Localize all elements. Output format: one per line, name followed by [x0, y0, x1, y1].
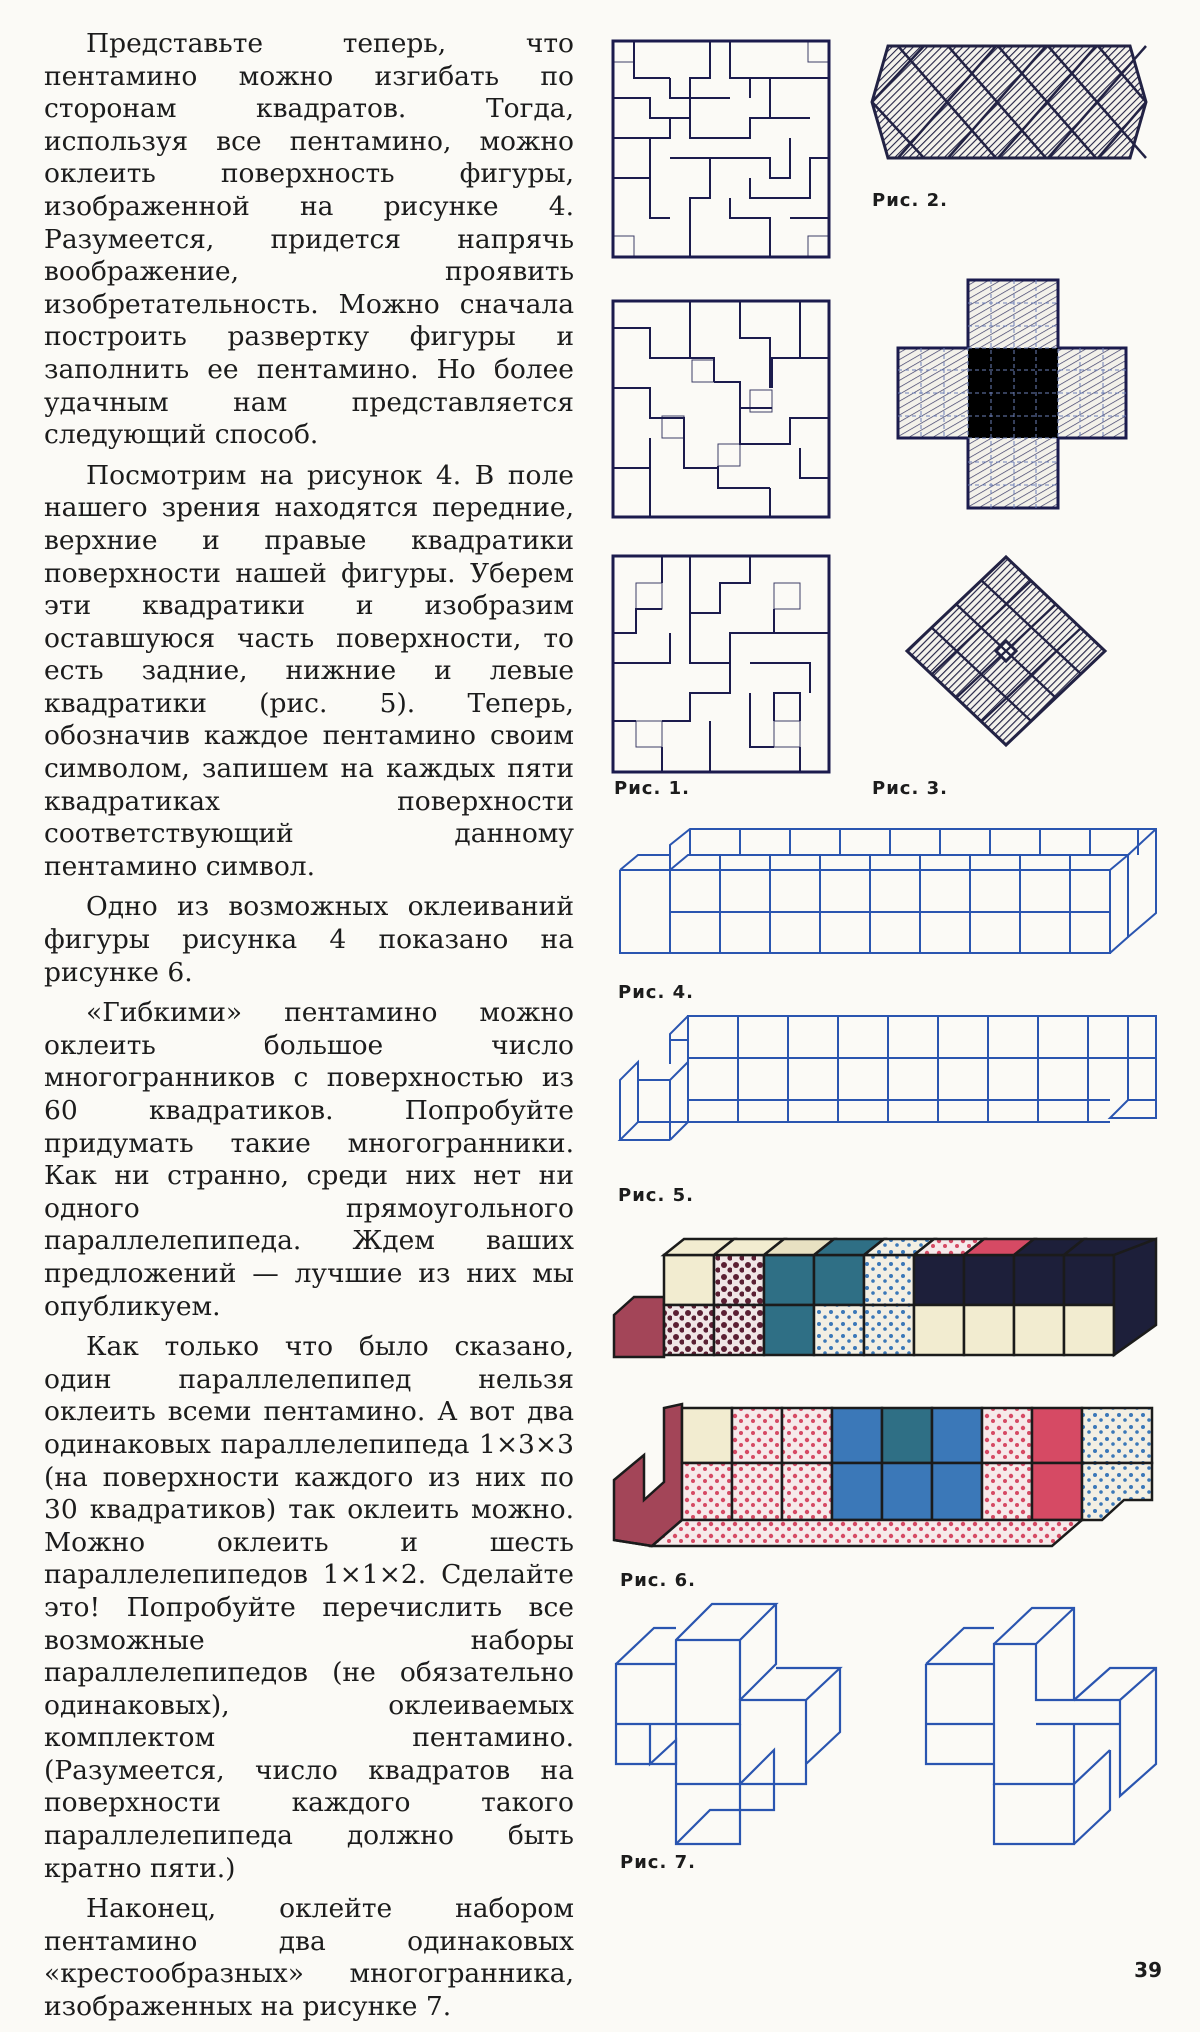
figure-2-lattice	[868, 42, 1150, 162]
figure-6-colored-box-top	[612, 1225, 1158, 1361]
figure-4-box[interactable]	[618, 825, 1158, 957]
figure-7-caption: Рис. 7.	[620, 1852, 696, 1873]
figure-3-caption: Рис. 3.	[872, 778, 948, 799]
paragraph-6: Наконец, оклейте набором пентамино два одинаковых «крестообразных» многогранника, изображенных на рисунке 7.	[44, 1893, 574, 2023]
figure-1-caption: Рис. 1.	[614, 778, 690, 799]
figure-1-bottom-grid	[610, 553, 832, 775]
figure-5-caption: Рис. 5.	[618, 1185, 694, 1206]
figure-7-cross-left[interactable]	[614, 1600, 876, 1846]
paragraph-3: Одно из возможных оклеиваний фигуры рисунка 4 показано на рисунке 6.	[44, 891, 574, 988]
figure-1-top-grid	[610, 38, 832, 260]
paragraph-1: Представьте теперь, что пентамино можно изгибать по сторонам квадратов. Тогда, используя все пентамино, можно оклеить поверхность фигуры, изображенной на рисунке 4. Разумеется, придется напрячь воображение, проявить изобретательность. Можно сначала построить развертку фигуры и заполнить ее пентамино. Но более удачным нам представляется следующий способ.	[44, 28, 574, 451]
figure-6-caption: Рис. 6.	[620, 1570, 696, 1591]
figure-7-cross-right[interactable]	[924, 1600, 1160, 1846]
figure-5-box[interactable]	[618, 1012, 1158, 1144]
paragraph-2: Посмотрим на рисунок 4. В поле нашего зрения находятся передние, верхние и правые квадратики поверхности нашей фигуры. Уберем эти квадратики и изобразим оставшуюся часть поверхности, то есть задние, нижние и левые квадратики (рис. 5). Теперь, обозначив каждое пентамино своим символом, запишем на каждых пяти квадратиках поверхности соответствующий данному пентамино символ.	[44, 459, 574, 882]
figure-4-caption: Рис. 4.	[618, 982, 694, 1003]
article-text	[44, 28, 574, 2032]
paragraph-4: «Гибкими» пентамино можно оклеить большое число многогранников с поверхностью из 60 квадратиков. Попробуйте придумать такие многогранники. Как ни странно, среди них нет ни одного прямоугольного параллелепипеда. Ждем ваших предложений — лучшие из них мы опубликуем.	[44, 997, 574, 1322]
figure-2-caption: Рис. 2.	[872, 190, 948, 211]
page-number: 39	[1134, 1958, 1162, 1982]
figure-3-diamond	[905, 555, 1107, 747]
paragraph-5: Как только что было сказано, один параллелепипед нельзя оклеить всеми пентамино. А вот два одинаковых параллелепипеда 1×3×3 (на поверхности каждого из них по 30 квадратиков) так оклеить можно. Можно оклеить и шесть параллелепипедов 1×1×2. Сделайте это! Попробуйте перечислить все возможные наборы параллелепипедов (не обязательно одинаковых), оклеиваемых комплектом пентамино. (Разумеется, число квадратов на поверхности каждого такого параллелепипеда должно быть кратно пяти.)	[44, 1331, 574, 1884]
figure-3-cross	[896, 278, 1128, 510]
figure-1-middle-grid	[610, 298, 832, 520]
figure-6-colored-box-bottom	[612, 1400, 1158, 1550]
